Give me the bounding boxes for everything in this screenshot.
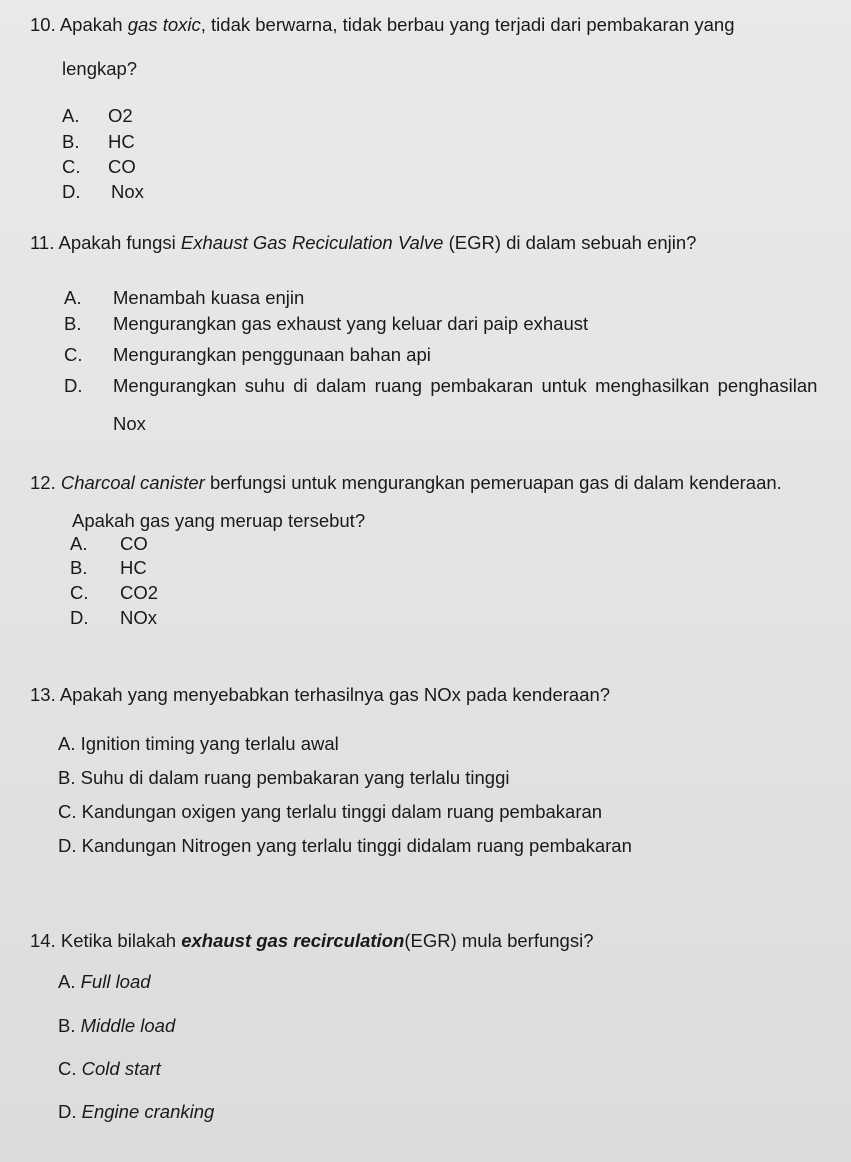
q12-text-italic: Charcoal canister xyxy=(60,472,205,493)
q10-option-a-text: O2 xyxy=(108,105,133,126)
q12-option-a-text: CO xyxy=(120,533,148,554)
q10-option-d: D. xyxy=(62,181,81,202)
q13-option-a: A. Ignition timing yang terlalu awal xyxy=(58,733,339,754)
q12-option-d-text: NOx xyxy=(120,607,157,628)
q14-number: 14. xyxy=(30,930,56,951)
q14-option-b: B. Middle load xyxy=(58,1015,176,1036)
q11-number: 11. xyxy=(30,232,55,253)
q11-option-d-line2: Nox xyxy=(113,413,146,434)
q12-option-b: B. xyxy=(70,557,88,578)
q11-text-italic: Exhaust Gas Reciculation Valve xyxy=(180,232,444,253)
q13-stem xyxy=(30,684,610,706)
q14-text-post: (EGR) mula berfungsi? xyxy=(404,930,594,951)
q14-option-a: A. Full load xyxy=(58,971,151,992)
q11-option-c-text: Mengurangkan penggunaan bahan api xyxy=(113,344,431,365)
q11-stem xyxy=(30,232,696,254)
q10-option-c-text: CO xyxy=(108,156,136,177)
q13-text: Apakah yang menyebabkan terhasilnya gas NOx pada kenderaan? xyxy=(59,684,611,705)
q10-option-a: A. xyxy=(62,105,80,126)
q11-option-b: B. xyxy=(64,313,82,334)
q10-option-c: C. xyxy=(62,156,81,177)
q12-stem-line2: Apakah gas yang meruap tersebut? xyxy=(72,510,366,531)
q10-stem-line2: lengkap? xyxy=(62,58,138,79)
q14-option-c: C. Cold start xyxy=(58,1058,161,1079)
q11-text-pre: Apakah fungsi xyxy=(58,232,181,253)
q11-option-b-text: Mengurangkan gas exhaust yang keluar dari paip exhaust xyxy=(113,313,589,334)
q11-option-a: A. xyxy=(64,287,82,308)
q10-number: 10. xyxy=(30,14,56,35)
q12-stem xyxy=(30,472,782,494)
q11-option-d-text: Mengurangkan suhu di dalam ruang pembakaran untuk menghasilkan penghasilan xyxy=(113,375,818,396)
q10-text-italic: gas toxic xyxy=(127,14,201,35)
q11-option-c: C. xyxy=(64,344,83,365)
q13-number: 13. xyxy=(30,684,56,705)
q13-option-b: B. Suhu di dalam ruang pembakaran yang terlalu tinggi xyxy=(58,767,510,788)
q12-option-a: A. xyxy=(70,533,88,554)
q12-option-c: C. xyxy=(70,582,89,603)
q11-option-d: D. xyxy=(64,375,83,396)
q14-text-pre: Ketika bilakah xyxy=(60,930,182,951)
q14-text-bold-italic: exhaust gas recirculation xyxy=(181,930,405,951)
q11-text-post: (EGR) di dalam sebuah enjin? xyxy=(443,232,697,253)
q10-text-post: , tidak berwarna, tidak berbau yang terjadi dari pembakaran yang xyxy=(200,14,735,35)
q13-option-c: C. Kandungan oxigen yang terlalu tinggi dalam ruang pembakaran xyxy=(58,801,603,822)
q14-stem xyxy=(30,930,594,952)
q12-text-post: berfungsi untuk mengurangkan pemeruapan gas di dalam kenderaan. xyxy=(204,472,782,493)
q12-option-d: D. xyxy=(70,607,89,628)
q10-option-d-text: Nox xyxy=(111,181,144,202)
q10-text-pre: Apakah xyxy=(59,14,128,35)
q13-option-d: D. Kandungan Nitrogen yang terlalu tinggi didalam ruang pembakaran xyxy=(58,835,632,856)
q14-option-d: D. Engine cranking xyxy=(58,1101,215,1122)
q12-number: 12. xyxy=(30,472,56,493)
q10-stem xyxy=(30,14,735,36)
q10-option-b-text: HC xyxy=(108,131,135,152)
q10-option-b: B. xyxy=(62,131,80,152)
q11-option-a-text: Menambah kuasa enjin xyxy=(113,287,305,308)
q12-option-c-text: CO2 xyxy=(120,582,159,603)
q12-option-b-text: HC xyxy=(120,557,147,578)
